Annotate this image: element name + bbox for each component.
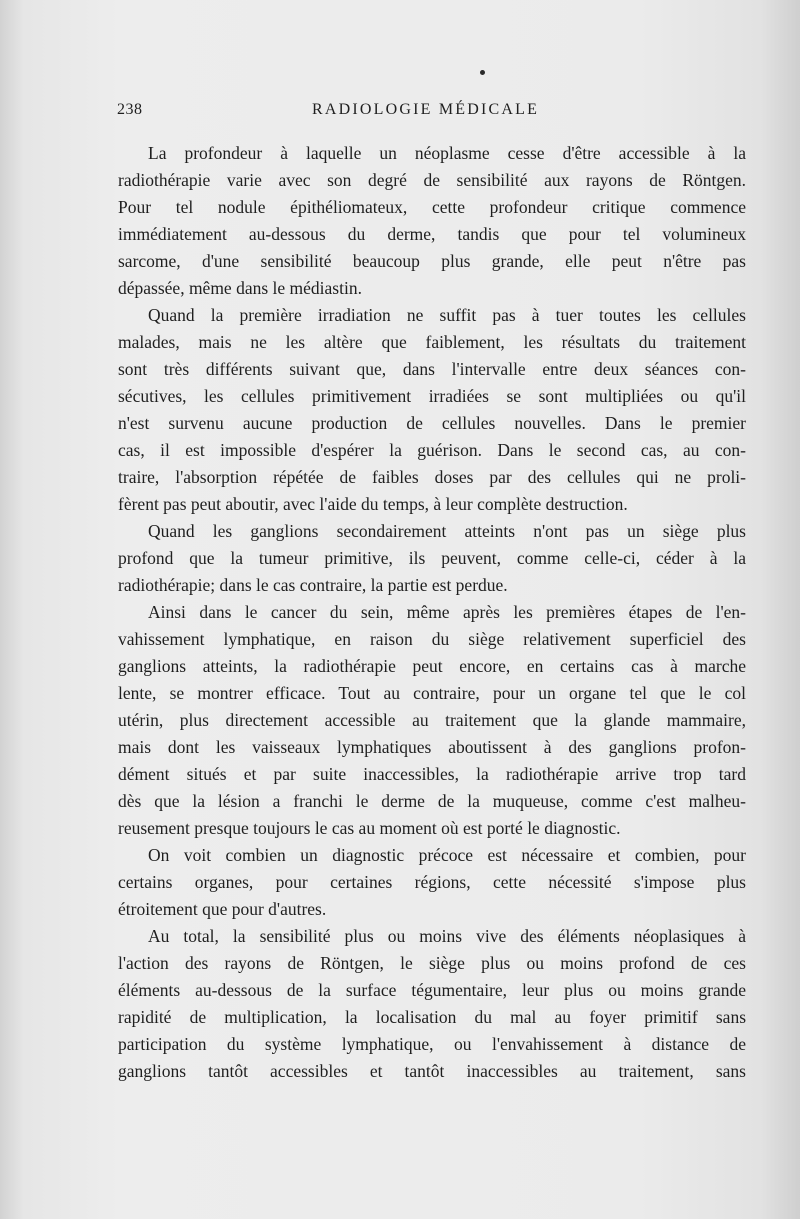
text-line: radiothérapie varie avec son degré de sensibilité aux rayons de Röntgen.: [118, 170, 746, 190]
text-line: lente, se montrer efficace. Tout au contraire, pour un organe tel que le col: [118, 683, 746, 703]
text-line: cas, il est impossible d'espérer la guérison. Dans le second cas, au con-: [118, 440, 746, 460]
text-line: fèrent pas peut aboutir, avec l'aide du temps, à leur complète destruction.: [118, 494, 628, 514]
text-line: dément situés et par suite inaccessibles, la radiothérapie arrive trop tard: [118, 764, 746, 784]
text-line: éléments au-dessous de la surface tégumentaire, leur plus ou moins grande: [118, 980, 746, 1000]
text-line: dès que la lésion a franchi le derme de la muqueuse, comme c'est malheu-: [118, 791, 746, 811]
running-title: RADIOLOGIE MÉDICALE: [312, 101, 540, 118]
text-line: n'est survenu aucune production de cellules nouvelles. Dans le premier: [118, 413, 746, 433]
page-number: 238: [117, 101, 143, 118]
text-line: sont très différents suivant que, dans l'intervalle entre deux séances con-: [118, 359, 746, 379]
text-line: Quand la première irradiation ne suffit pas à tuer toutes les cellules: [148, 305, 746, 325]
text-line: On voit combien un diagnostic précoce est nécessaire et combien, pour: [148, 845, 746, 865]
text-line: dépassée, même dans le médiastin.: [118, 278, 362, 298]
text-line: traire, l'absorption répétée de faibles doses par des cellules qui ne proli-: [118, 467, 746, 487]
text-line: Pour tel nodule épithéliomateux, cette profondeur critique commence: [118, 197, 746, 217]
text-line: certains organes, pour certaines régions, cette nécessité s'impose plus: [118, 872, 746, 892]
text-line: profond que la tumeur primitive, ils peuvent, comme celle-ci, céder à la: [118, 548, 746, 568]
text-line: immédiatement au-dessous du derme, tandis que pour tel volumineux: [118, 224, 746, 244]
text-line: La profondeur à laquelle un néoplasme cesse d'être accessible à la: [148, 143, 746, 163]
text-line: étroitement que pour d'autres.: [118, 899, 327, 919]
text-line: vahissement lymphatique, en raison du siège relativement superficiel des: [118, 629, 746, 649]
text-line: sécutives, les cellules primitivement irradiées se sont multipliées ou qu'il: [118, 386, 746, 406]
text-line: ganglions tantôt accessibles et tantôt inaccessibles au traitement, sans: [118, 1061, 746, 1081]
text-line: Ainsi dans le cancer du sein, même après les premières étapes de l'en-: [148, 602, 746, 622]
page-header: [117, 101, 747, 125]
body-text: [118, 140, 746, 1085]
text-line: participation du système lymphatique, ou l'envahissement à distance de: [118, 1034, 746, 1054]
text-line: malades, mais ne les altère que faiblement, les résultats du traitement: [118, 332, 746, 352]
text-line: Au total, la sensibilité plus ou moins vive des éléments néoplasiques à: [148, 926, 746, 946]
text-line: reusement presque toujours le cas au moment où est porté le diagnostic.: [118, 818, 621, 838]
text-line: sarcome, d'une sensibilité beaucoup plus grande, elle peut n'être pas: [118, 251, 746, 271]
text-line: Quand les ganglions secondairement atteints n'ont pas un siège plus: [148, 521, 746, 541]
text-line: l'action des rayons de Röntgen, le siège plus ou moins profond de ces: [118, 953, 746, 973]
text-line: radiothérapie; dans le cas contraire, la partie est perdue.: [118, 575, 508, 595]
text-line: mais dont les vaisseaux lymphatiques aboutissent à des ganglions profon-: [118, 737, 746, 757]
text-line: ganglions atteints, la radiothérapie peut encore, en certains cas à marche: [118, 656, 746, 676]
ink-dot: [480, 70, 485, 75]
text-line: utérin, plus directement accessible au traitement que la glande mammaire,: [118, 710, 746, 730]
text-line: rapidité de multiplication, la localisation du mal au foyer primitif sans: [118, 1007, 746, 1027]
